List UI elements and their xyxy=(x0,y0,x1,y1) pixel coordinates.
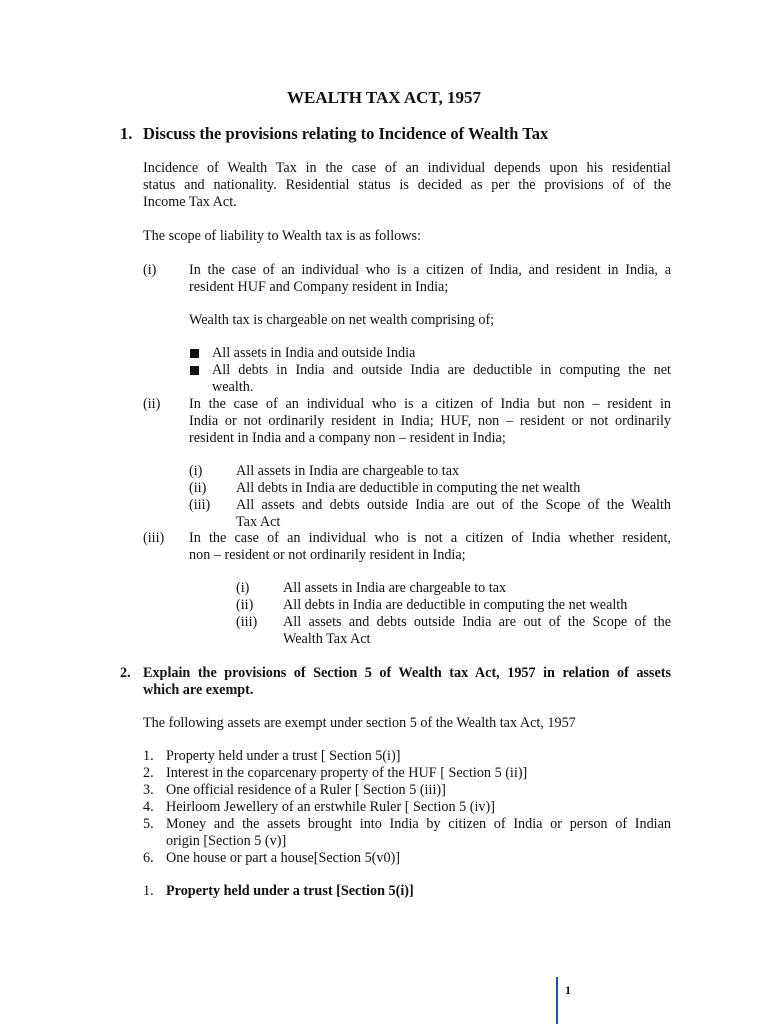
case3-item-marker: (i) xyxy=(236,580,250,596)
q2-list-item: Heirloom Jewellery of an erstwhile Ruler [ Section 5 (iv)] xyxy=(166,799,495,815)
case2-item-line: Tax Act xyxy=(236,514,281,530)
q1-intro-line: Incidence of Wealth Tax in the case of an individual depends upon his residential xyxy=(143,160,671,176)
q2-number: 2. xyxy=(120,665,131,681)
case1-bullet xyxy=(212,362,671,396)
q2-list-item: Money and the assets brought into India by citizen of India or person of Indian xyxy=(166,816,671,832)
page-number-divider xyxy=(556,977,558,1024)
case1-text xyxy=(189,262,671,296)
case3-item-marker: (iii) xyxy=(236,614,258,630)
q1-intro-line: Income Tax Act. xyxy=(143,194,237,210)
q1-scope: The scope of liability to Wealth tax is as follows: xyxy=(143,228,421,244)
q2-list-number: 4. xyxy=(143,799,154,815)
q2-list-number: 1. xyxy=(143,748,154,764)
case2-item-marker: (iii) xyxy=(189,497,211,513)
case2-item-line: All assets and debts outside India are out of the Scope of the Wealth xyxy=(236,497,671,513)
case3-text xyxy=(189,530,671,564)
case2-item xyxy=(236,497,671,531)
case3-item-line: All assets and debts outside India are out of the Scope of the xyxy=(283,614,671,630)
case3-line: In the case of an individual who is not a citizen of India whether resident, xyxy=(189,530,671,546)
document-title: WEALTH TAX ACT, 1957 xyxy=(287,88,481,107)
q2-heading-line: which are exempt. xyxy=(143,682,254,698)
q1-intro-line: status and nationality. Residential status is decided as per the provisions of of the xyxy=(143,177,671,193)
case2-item: All debts in India are deductible in computing the net wealth xyxy=(236,480,581,496)
case3-item: All debts in India are deductible in computing the net wealth xyxy=(283,597,628,613)
case1-bullet-line: wealth. xyxy=(212,379,254,395)
q1-number: 1. xyxy=(120,124,133,143)
q2-list-item: One house or part a house[Section 5(v0)] xyxy=(166,850,401,866)
case1-line: resident HUF and Company resident in India; xyxy=(189,279,449,295)
q2-sub-number: 1. xyxy=(143,883,154,899)
case2-line: resident in India and a company non – resident in India; xyxy=(189,430,506,446)
case3-marker: (iii) xyxy=(143,530,165,546)
case1-line: In the case of an individual who is a citizen of India, and resident in India, a xyxy=(189,262,671,278)
case3-item-marker: (ii) xyxy=(236,597,254,613)
page-number: 1 xyxy=(565,983,571,997)
q2-intro: The following assets are exempt under section 5 of the Wealth tax Act, 1957 xyxy=(143,715,576,731)
bullet-square-icon xyxy=(190,366,199,375)
case3-item xyxy=(283,614,671,648)
q2-list-number: 5. xyxy=(143,816,154,832)
case2-text xyxy=(189,396,671,447)
q2-sub-heading: Property held under a trust [Section 5(i)] xyxy=(166,883,414,899)
q1-intro xyxy=(143,160,671,211)
case2-item-marker: (ii) xyxy=(189,480,207,496)
case1-bullet: All assets in India and outside India xyxy=(212,345,416,361)
q2-list-number: 2. xyxy=(143,765,154,781)
case2-marker: (ii) xyxy=(143,396,161,412)
q2-list-number: 3. xyxy=(143,782,154,798)
case1-bullet-line: All debts in India and outside India are deductible in computing the net xyxy=(212,362,671,378)
case1-marker: (i) xyxy=(143,262,157,278)
q2-list-item: Interest in the coparcenary property of the HUF [ Section 5 (ii)] xyxy=(166,765,528,781)
q1-heading: Discuss the provisions relating to Incidence of Wealth Tax xyxy=(143,124,549,143)
case1-sub: Wealth tax is chargeable on net wealth comprising of; xyxy=(189,312,495,328)
case2-item-marker: (i) xyxy=(189,463,203,479)
case3-item-line: Wealth Tax Act xyxy=(283,631,371,647)
case2-item: All assets in India are chargeable to tax xyxy=(236,463,460,479)
case3-item: All assets in India are chargeable to tax xyxy=(283,580,507,596)
q2-list-item-cont: origin [Section 5 (v)] xyxy=(166,833,287,849)
q2-list-number: 6. xyxy=(143,850,154,866)
case2-line: India or not ordinarily resident in India; HUF, non – resident or not ordinarily xyxy=(189,413,671,429)
bullet-square-icon xyxy=(190,349,199,358)
q2-heading xyxy=(143,665,671,699)
q2-list-item: One official residence of a Ruler [ Section 5 (iii)] xyxy=(166,782,446,798)
case3-line: non – resident or not ordinarily resident in India; xyxy=(189,547,466,563)
q2-list-item: Property held under a trust [ Section 5(i)] xyxy=(166,748,401,764)
q2-heading-line: Explain the provisions of Section 5 of Wealth tax Act, 1957 in relation of assets xyxy=(143,665,671,681)
case2-line: In the case of an individual who is a citizen of India but non – resident in xyxy=(189,396,671,412)
